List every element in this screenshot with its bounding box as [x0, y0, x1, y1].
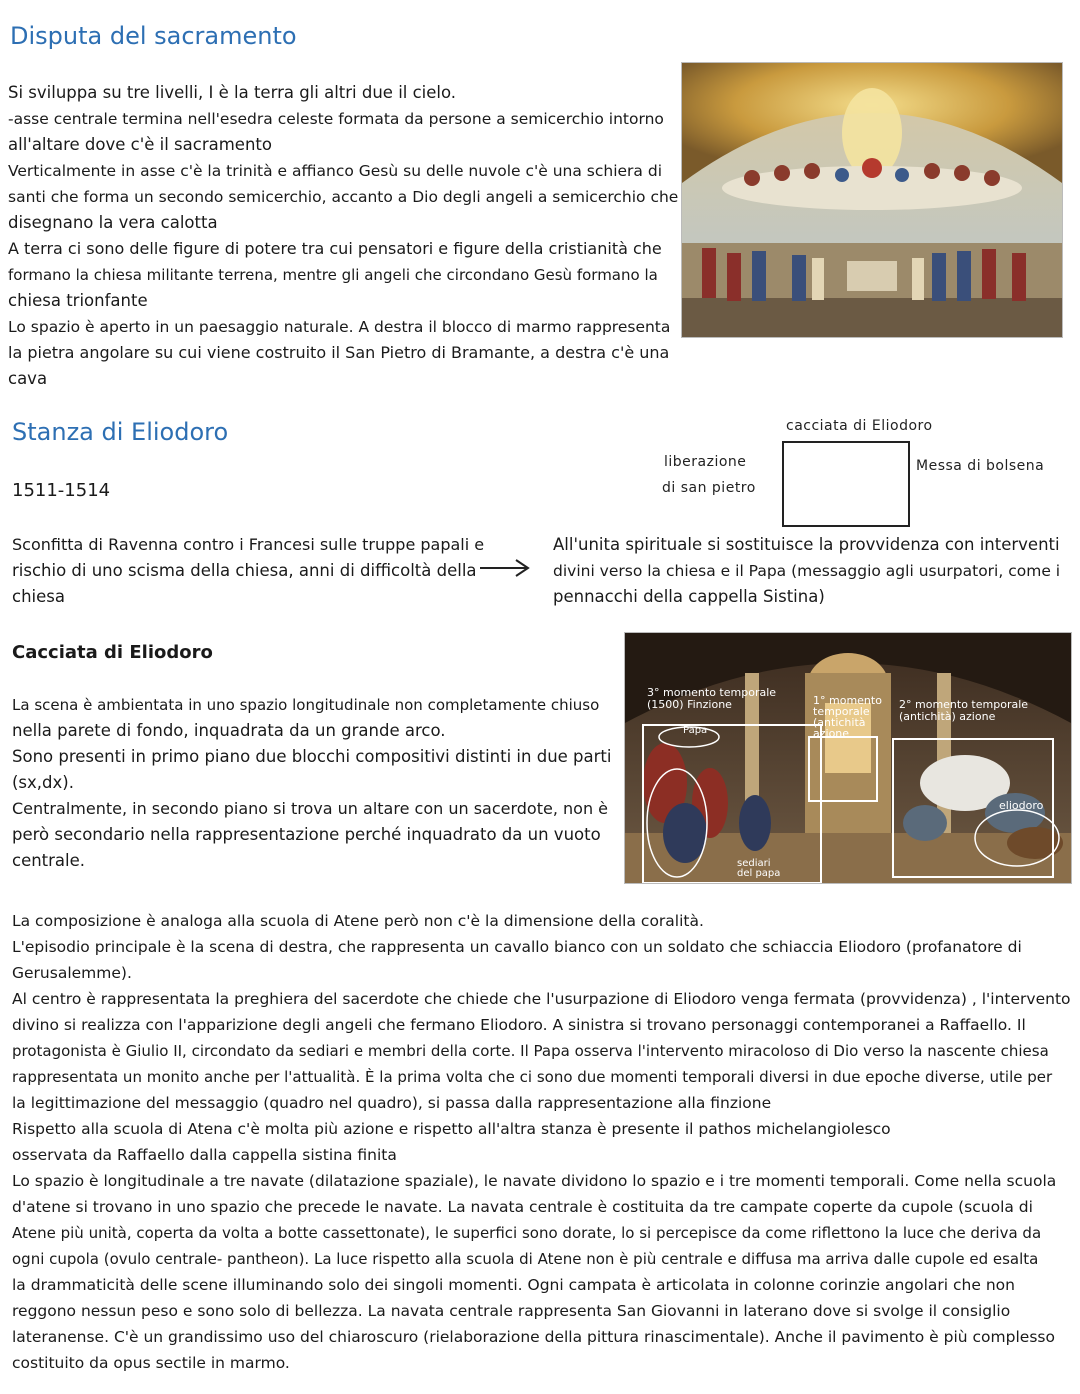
text-line: centrale.	[12, 851, 86, 870]
text-line: lateranense. C'è un grandissimo uso del chiaroscuro (rielaborazione della pittura rinascimentale). Anche il pavimento è più complesso	[12, 1328, 1055, 1346]
subsection-title-cacciata: Cacciata di Eliodoro	[12, 642, 213, 663]
annotation-text: 1° momento	[813, 694, 882, 707]
annotation-first-moment	[813, 695, 882, 739]
arrow-icon	[478, 557, 532, 583]
diagram-left-label-2: di san pietro	[662, 480, 756, 496]
text-line: la drammaticità delle scene illuminando solo dei singoli momenti. Ogni campata è articolata in colonne corinzie angolari che non	[12, 1276, 1015, 1294]
years-label: 1511-1514	[12, 480, 111, 501]
text-line: divini verso la chiesa e il Papa (messaggio agli usurpatori, come i	[553, 562, 1061, 580]
text-line: All'unita spirituale si sostituisce la provvidenza con interventi	[553, 535, 1060, 554]
annotation-third-moment	[647, 687, 776, 711]
text-line: nella parete di fondo, inquadrata da un grande arco.	[12, 721, 446, 740]
text-line: santi che forma un secondo semicerchio, accanto a Dio degli angeli a semicerchio che	[8, 188, 679, 206]
text-line: Centralmente, in secondo piano si trova un altare con un sacerdote, non è	[12, 799, 609, 818]
diagram-left-label-1: liberazione	[664, 454, 747, 470]
context-left	[12, 532, 492, 610]
text-line: rischio di uno scisma della chiesa, anni di difficoltà della	[12, 561, 477, 580]
text-line: Lo spazio è aperto in un paesaggio naturale. A destra il blocco di marmo rappresenta	[8, 318, 671, 336]
text-line: chiesa	[12, 587, 65, 606]
text-line: Gerusalemme).	[12, 964, 132, 982]
text-line: -asse centrale termina nell'esedra celeste formata da persone a semicerchio intorno	[8, 110, 664, 128]
annotation-text: sediari	[737, 858, 771, 869]
text-line: la pietra angolare su cui viene costruito il San Pietro di Bramante, a destra c'è una	[8, 343, 670, 362]
annotation-text: azione	[813, 727, 850, 740]
room-diagram-box	[782, 441, 910, 527]
text-line: Rispetto alla scuola di Atena c'è molta più azione e rispetto all'altra stanza è presente il pathos michelangiolesco	[12, 1120, 891, 1138]
text-line: La scena è ambientata in uno spazio longitudinale non completamente chiuso	[12, 696, 600, 714]
cacciata-paragraph	[12, 692, 612, 874]
text-line: pennacchi della cappella Sistina)	[553, 587, 825, 606]
text-line: (sx,dx).	[12, 773, 74, 792]
text-line: Sono presenti in primo piano due blocchi compositivi distinti in due parti	[12, 747, 612, 766]
text-line: protagonista è Giulio II, circondato da sediari e membri della corte. Il Papa osserva l'intervento miracoloso di Dio verso la nascente chiesa	[12, 1042, 1049, 1060]
text-line: costituito da opus sectile in marmo.	[12, 1354, 290, 1372]
disputa-paragraph	[8, 80, 678, 392]
text-line: rappresentata un monito anche per l'attualità. È la prima volta che ci sono due momenti temporali diversi in due epoche diverse, utile per	[12, 1068, 1053, 1086]
text-line: ogni cupola (ovulo centrale- pantheon). La luce rispetto alla scuola di Atene non è più centrale e diffusa ma arriva dalle cupole ed esalta	[12, 1250, 1039, 1268]
text-line: divino si realizza con l'apparizione degli angeli che fermano Eliodoro. A sinistra si trovano personaggi contemporanei a Raffaello. Il	[12, 1016, 1026, 1034]
context-right	[553, 532, 1063, 610]
annotation-text: 3° momento temporale	[647, 686, 777, 699]
annotation-text: (antichità) azione	[899, 710, 996, 723]
annotation-text: (antichità	[813, 716, 866, 729]
annotation-text: 2° momento temporale	[899, 698, 1029, 711]
diagram-top-label: cacciata di Eliodoro	[786, 418, 933, 434]
text-line: d'atene si trovano in uno spazio che precede le navate. La navata centrale è costituita da tre campate coperte da cupole (scuola di	[12, 1198, 1033, 1216]
diagram-right-label: Messa di bolsena	[916, 458, 1045, 474]
cacciata-painting	[624, 632, 1072, 884]
text-line: L'episodio principale è la scena di destra, che rappresenta un cavallo bianco con un soldato che schiaccia Eliodoro (profanatore di	[12, 938, 1022, 956]
disputa-painting	[681, 62, 1063, 338]
text-line: Atene più unità, coperta da volta a botte cassettonate), le superfici sono dorate, lo si percepisce da come riflettono la luce che deriva da	[12, 1224, 1042, 1242]
annotation-papa: Papa	[683, 725, 708, 736]
text-line: Lo spazio è longitudinale a tre navate (dilatazione spaziale), le navate dividono lo spazio e i tre momenti temporali. Come nella scuola	[12, 1172, 1057, 1190]
section-title-disputa: Disputa del sacramento	[10, 22, 297, 50]
text-line: formano la chiesa militante terrena, mentre gli angeli che circondano Gesù formano la	[8, 266, 658, 284]
text-line: la legittimazione del messaggio (quadro nel quadro), si passa dalla rappresentazione alla finzione	[12, 1094, 772, 1112]
text-line: reggono nessun peso e sono solo di bellezza. La navata centrale rappresenta San Giovanni in laterano dove si svolge il consiglio	[12, 1302, 1011, 1320]
annotation-text: del papa	[737, 868, 781, 879]
text-line: A terra ci sono delle figure di potere tra cui pensatori e figure della cristianità che	[8, 239, 662, 258]
text-line: Al centro è rappresentata la preghiera del sacerdote che chiede che l'usurpazione di Eliodoro venga fermata (provvidenza) , l'intervento	[12, 990, 1071, 1008]
text-line: osservata da Raffaello dalla cappella sistina finita	[12, 1146, 397, 1164]
text-line: disegnano la vera calotta	[8, 213, 218, 232]
analysis-paragraph	[12, 908, 1072, 1376]
section-title-stanza: Stanza di Eliodoro	[12, 418, 229, 446]
text-line: all'altare dove c'è il sacramento	[8, 135, 272, 154]
text-line: però secondario nella rappresentazione perché inquadrato da un vuoto	[12, 825, 601, 844]
text-line: cava	[8, 369, 48, 388]
annotation-eliodoro: eliodoro	[999, 799, 1044, 812]
annotation-text: (1500) Finzione	[647, 698, 732, 711]
cacciata-painting-art	[625, 633, 1071, 883]
annotation-sediari	[737, 859, 780, 879]
text-line: La composizione è analoga alla scuola di Atene però non c'è la dimensione della coralità.	[12, 912, 704, 930]
disputa-painting-art	[682, 63, 1062, 337]
text-line: Verticalmente in asse c'è la trinità e affianco Gesù su delle nuvole c'è una schiera di	[8, 162, 663, 180]
text-line: chiesa trionfante	[8, 291, 148, 310]
text-line: Si sviluppa su tre livelli, I è la terra gli altri due il cielo.	[8, 83, 457, 102]
text-line: Sconfitta di Ravenna contro i Francesi sulle truppe papali e	[12, 535, 485, 554]
annotation-text: temporale	[813, 705, 870, 718]
annotation-second-moment	[899, 699, 1028, 723]
